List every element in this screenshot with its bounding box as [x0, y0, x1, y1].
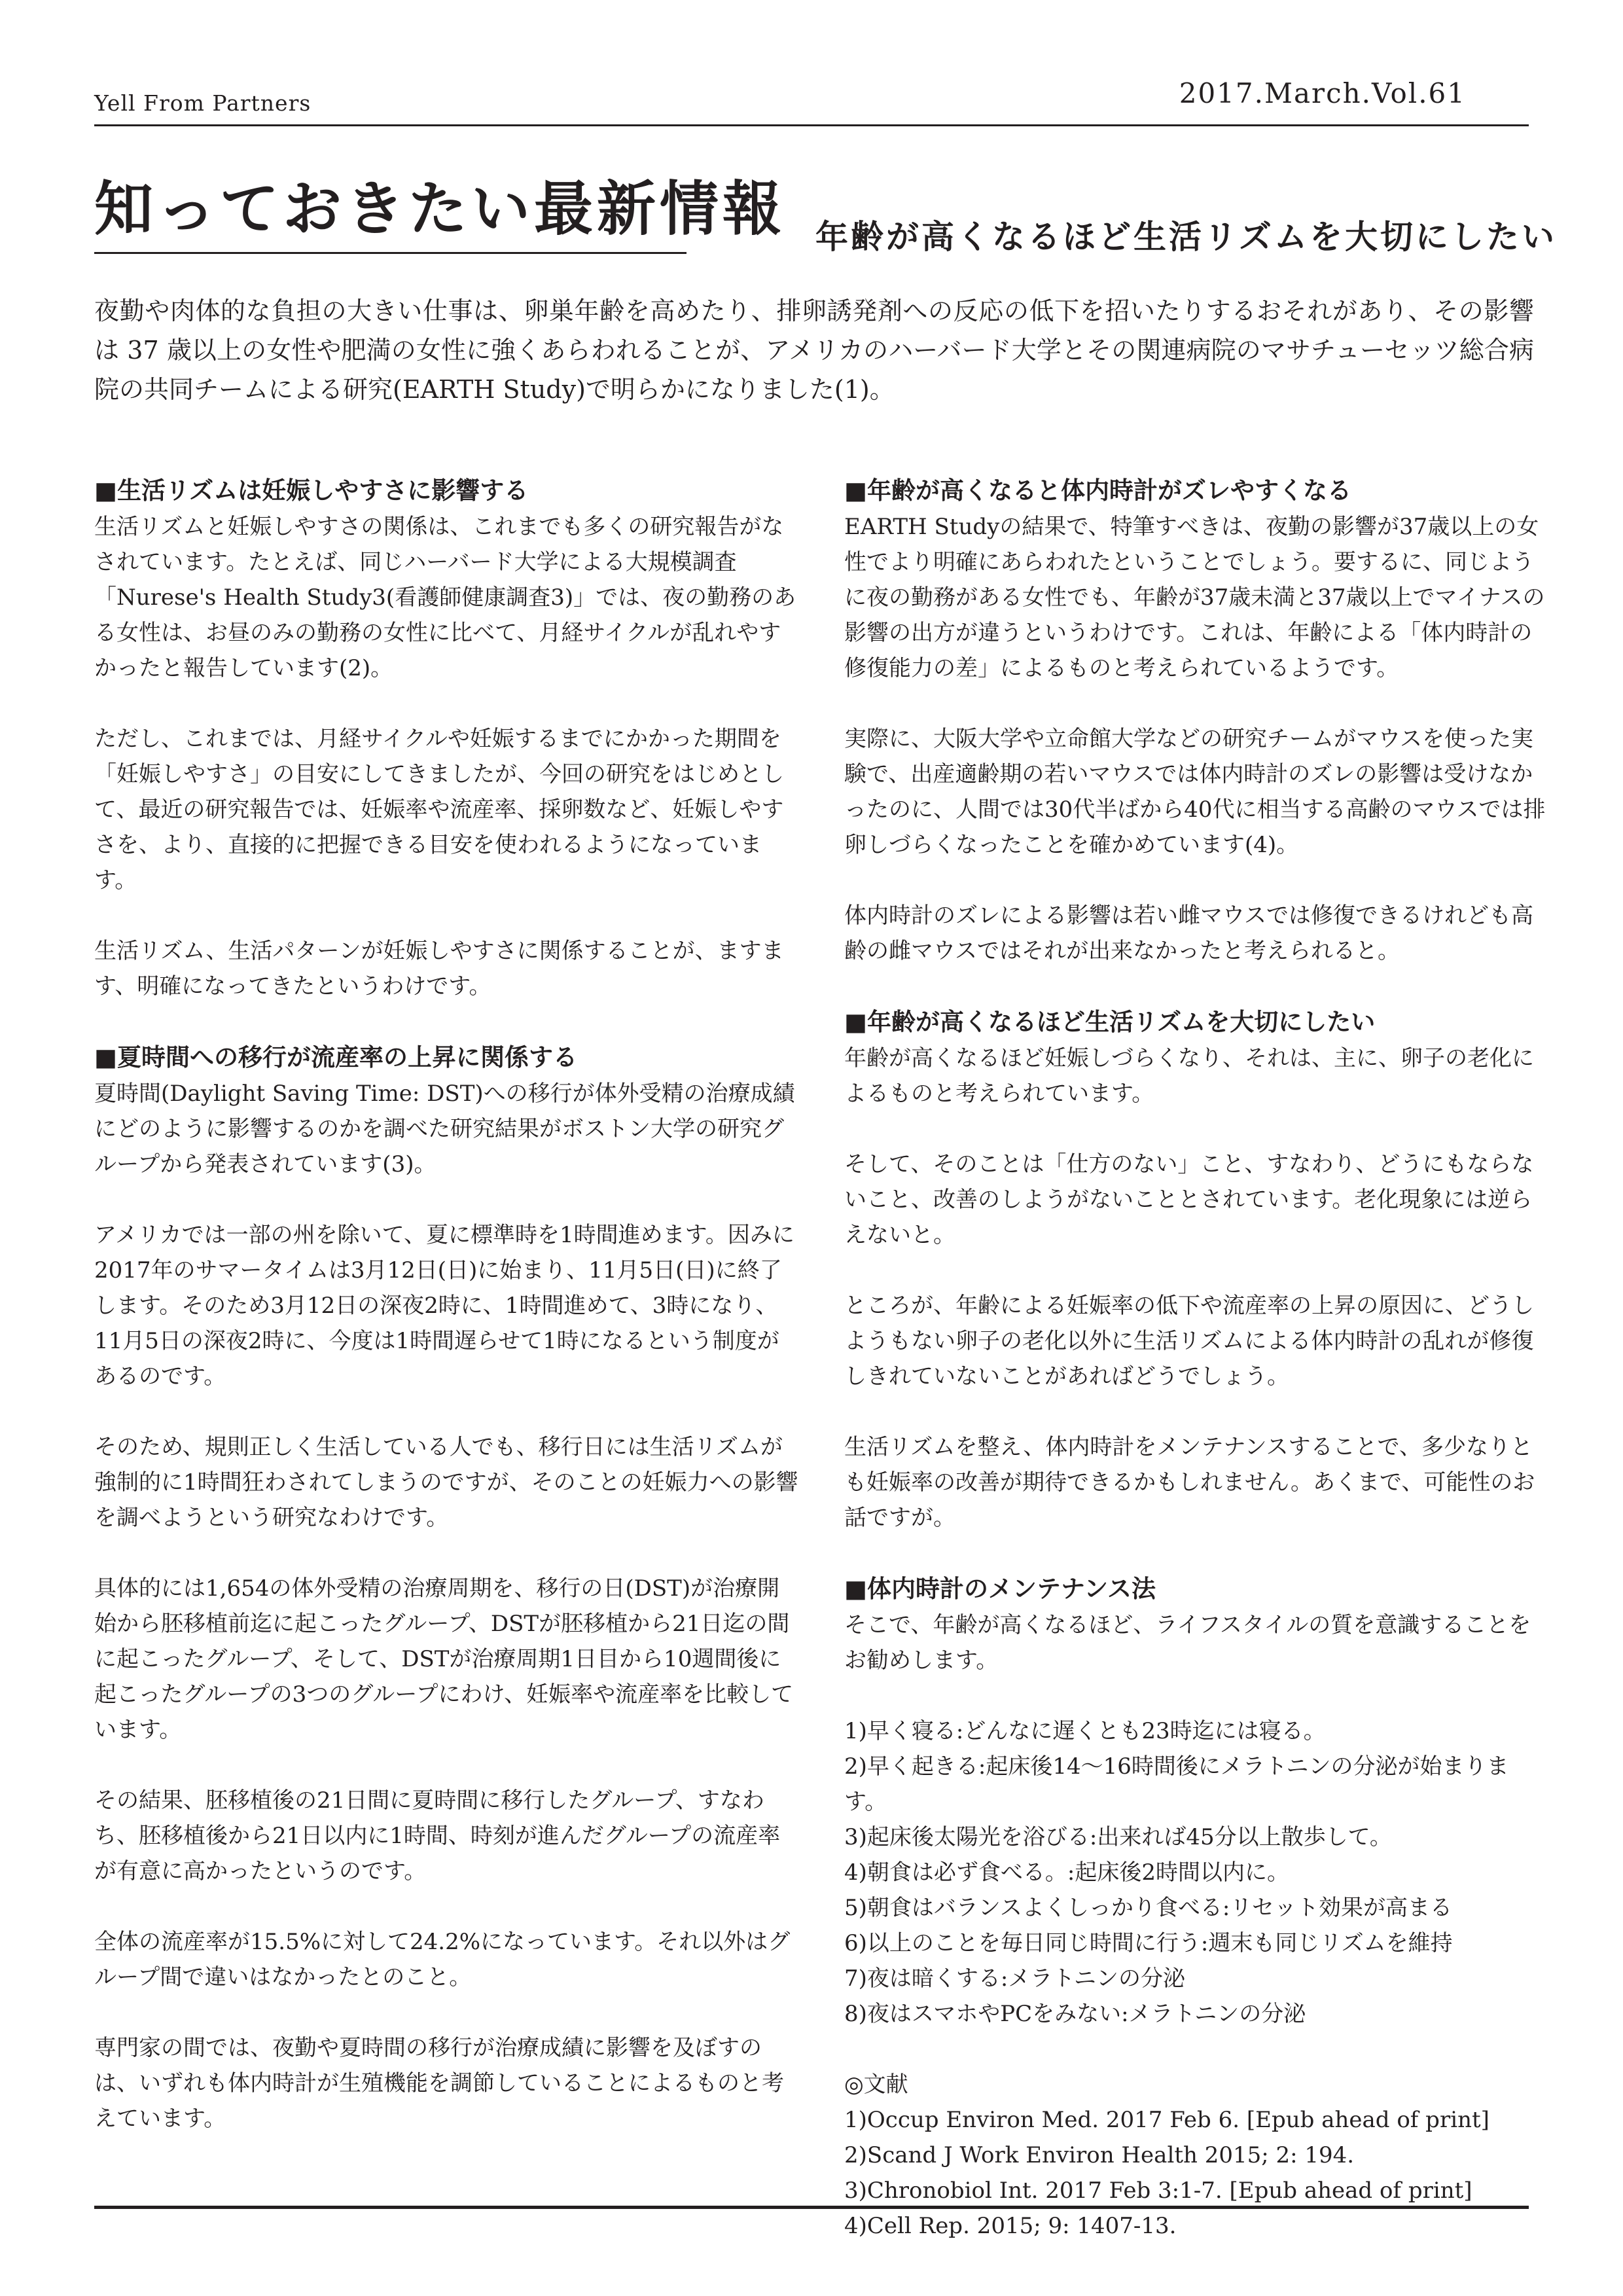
paragraph: 年齢が高くなるほど妊娠しづらくなり、それは、主に、卵子の老化によるものと考えられています。 [844, 1045, 1534, 1107]
footer-divider [94, 2206, 1529, 2209]
paragraph: そのため、規則正しく生活している人でも、移行日には生活リズムが強制的に1時間狂わされてしまうのですが、そのことの妊娠力への影響を調べようという研究なわけです。 [94, 1434, 798, 1531]
page-title: 知っておきたい最新情報 [94, 174, 785, 243]
section-heading: ■体内時計のメンテナンス法 [844, 1575, 1156, 1603]
references [844, 2067, 1551, 2244]
section-rhythm-fertility [94, 473, 801, 1004]
reference-item: 2)Scand J Work Environ Health 2015; 2: 194. [844, 2142, 1355, 2168]
list-item: 7)夜は暗くする:メラトニンの分泌 [844, 1965, 1185, 1992]
paragraph: 全体の流産率が15.5%に対して24.2%になっています。それ以外はグループ間で違いはなかったとのこと。 [94, 1929, 791, 1990]
list-item: 5)朝食はバランスよくしっかり食べる:リセット効果が高まる [844, 1895, 1452, 1921]
paragraph: アメリカでは一部の州を除いて、夏に標準時を1時間進めます。因みに2017年のサマータイムは3月12日(日)に始まり、11月5日(日)に終了します。そのため3月12日の深夜2時に、1時間進めて、3時になり、11月5日の深夜2時に、今度は1時間遅らせて1時になるという制度があるのです。 [94, 1222, 794, 1390]
paragraph: EARTH Studyの結果で、特筆すべきは、夜勤の影響が37歳以上の女性でより明確にあらわれたということでしょう。要するに、同じように夜の勤務がある女性でも、年齢が37歳未満と37歳以上でマイナスの影響の出方が違うというわけです。これは、年齢による「体内時計の修復能力の差」によるものと考えられているようです。 [844, 514, 1545, 681]
lead-paragraph: 夜勤や肉体的な負担の大きい仕事は、卵巣年齢を高めたり、排卵誘発剤への反応の低下を招いたりするおそれがあり、その影響は 37 歳以上の女性や肥満の女性に強くあらわれることが、アメリカのハーバード大学とその関連病院のマサチューセッツ総合病院の共同チームによる研究(EARTH Study)で明らかになりました(1)。 [94, 296, 1534, 404]
paragraph: ところが、年齢による妊娠率の低下や流産率の上昇の原因に、どうしようもない卵子の老化以外に生活リズムによる体内時計の乱れが修復しきれていないことがあればどうでしょう。 [844, 1293, 1534, 1390]
section-age-clock [844, 473, 1551, 969]
header-divider [94, 124, 1529, 126]
section-heading: ■生活リズムは妊娠しやすさに影響する [94, 476, 529, 505]
paragraph: 生活リズムと妊娠しやすさの関係は、これまでも多くの研究報告がなされています。たとえば、同じハーバード大学による大規模調査「Nurese's Health Study3(看護師健康調査3)」では、夜の勤務のある女性は、お昼のみの勤務の女性に比べて、月経サイクルが乱れやすかったと報告しています(2)。 [94, 514, 796, 681]
section-clock-maintenance [844, 1571, 1551, 2032]
paragraph: 生活リズムを整え、体内時計をメンテナンスすることで、多少なりとも妊娠率の改善が期待できるかもしれません。あくまで、可能性のお話ですが。 [844, 1434, 1535, 1531]
list-item: 1)早く寝る:どんなに遅くとも23時迄には寝る。 [844, 1718, 1326, 1744]
paragraph: そこで、年齢が高くなるほど、ライフスタイルの質を意識することをお勧めします。 [844, 1612, 1531, 1674]
list-item: 3)起床後太陽光を浴びる:出来れば45分以上散歩して。 [844, 1824, 1392, 1850]
section-dst-miscarriage [94, 1039, 801, 2136]
section-heading: ■夏時間への移行が流産率の上昇に関係する [94, 1043, 577, 1071]
list-item: 6)以上のことを毎日同じ時間に行う:週末も同じリズムを維持 [844, 1930, 1453, 1956]
paragraph: そして、そのことは「仕方のない」こと、すなわり、どうにもならないこと、改善のしようがないこととされています。老化現象には逆らえないと。 [844, 1151, 1534, 1248]
issue-date: 2017.March.Vol.61 [1179, 77, 1466, 109]
paragraph: 専門家の間では、夜勤や夏時間の移行が治療成績に影響を及ぼすのは、いずれも体内時計が生殖機能を調節していることによるものと考えています。 [94, 2035, 784, 2132]
paragraph: ただし、これまでは、月経サイクルや妊娠するまでにかかった期間を「妊娠しやすさ」の目安にしてきましたが、今回の研究をはじめとして、最近の研究報告では、妊娠率や流産率、採卵数など、妊娠しやすさを、より、直接的に把握できる目安を使われるようになっています。 [94, 726, 784, 893]
paragraph: 実際に、大阪大学や立命館大学などの研究チームがマウスを使った実験で、出産適齢期の若いマウスでは体内時計のズレの影響は受けなかったのに、人間では30代半ばから40代に相当する高齢のマウスでは排卵しづらくなったことを確かめています(4)。 [844, 726, 1546, 858]
right-column [844, 473, 1551, 2244]
page-subtitle: 年齢が高くなるほど生活リズムを大切にしたい [815, 217, 1557, 256]
left-column [94, 473, 801, 2136]
publication-name: Yell From Partners [94, 90, 312, 116]
reference-item: 3)Chronobiol Int. 2017 Feb 3:1-7. [Epub ahead of print] [844, 2178, 1472, 2204]
reference-item: 4)Cell Rep. 2015; 9: 1407-13. [844, 2213, 1177, 2239]
section-heading: ■年齢が高くなるほど生活リズムを大切にしたい [844, 1008, 1376, 1036]
list-item: 2)早く起きる:起床後14〜16時間後にメラトニンの分泌が始まります。 [844, 1753, 1509, 1815]
section-heading: ■年齢が高くなると体内時計がズレやすくなる [844, 476, 1351, 505]
tips-list [844, 1713, 1551, 2032]
paragraph: 夏時間(Daylight Saving Time: DST)への移行が体外受精の治療成績にどのように影響するのかを調べた研究結果がボストン大学の研究グループから発表されています(3)。 [94, 1081, 795, 1177]
paragraph: その結果、胚移植後の21日間に夏時間に移行したグループ、すなわち、胚移植後から21日以内に1時間、時刻が進んだグループの流産率が有意に高かったというのです。 [94, 1787, 781, 1884]
section-age-rhythm [844, 1004, 1551, 1535]
paragraph: 体内時計のズレによる影響は若い雌マウスでは修復できるけれども高齢の雌マウスではそれが出来なかったと考えられると。 [844, 903, 1533, 964]
references-heading: ◎文献 [844, 2072, 908, 2098]
reference-item: 1)Occup Environ Med. 2017 Feb 6. [Epub ahead of print] [844, 2107, 1489, 2133]
list-item: 8)夜はスマホやPCをみない:メラトニンの分泌 [844, 2001, 1306, 2027]
paragraph: 生活リズム、生活パターンが妊娠しやすさに関係することが、ますます、明確になってきたというわけです。 [94, 938, 784, 999]
title-underline [94, 252, 687, 254]
spacer [844, 2032, 1551, 2067]
list-item: 4)朝食は必ず食べる。:起床後2時間以内に。 [844, 1859, 1289, 1886]
paragraph: 具体的には1,654の体外受精の治療周期を、移行の日(DST)が治療開始から胚移植前迄に起こったグループ、DSTが胚移植から21日迄の間に起こったグループ、そして、DSTが治療周期1日目から10週間後に起こったグループの3つのグループにわけ、妊娠率や流産率を比較しています。 [94, 1575, 794, 1743]
